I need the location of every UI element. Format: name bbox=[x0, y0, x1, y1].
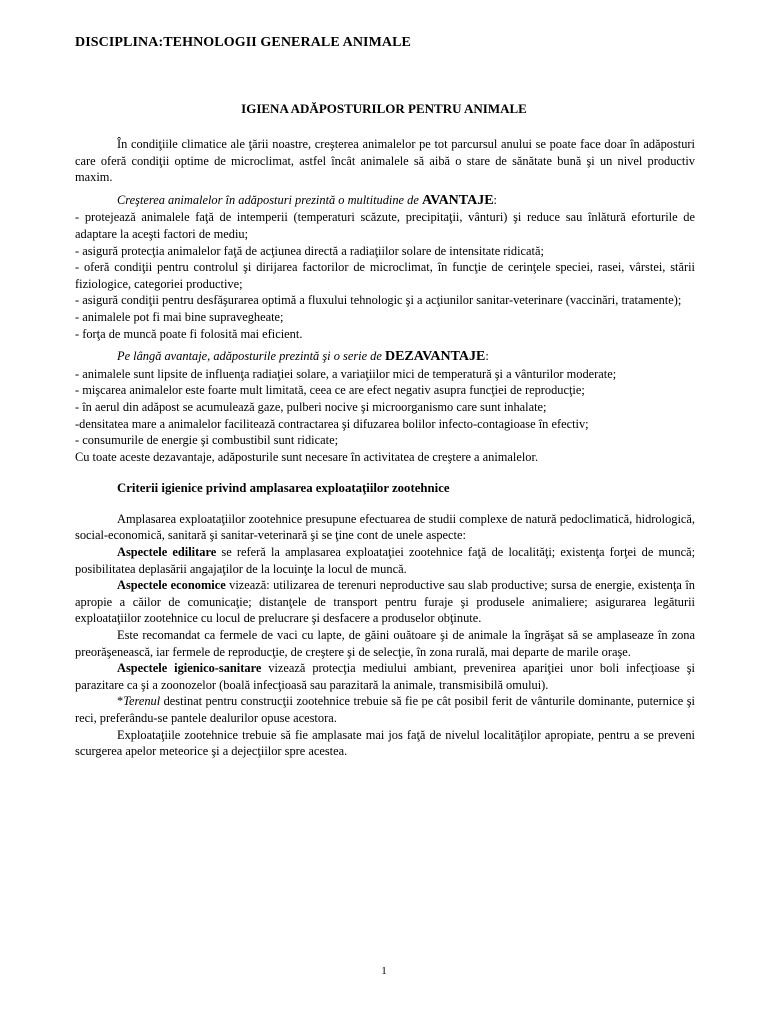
economice-label: Aspectele economice bbox=[117, 578, 226, 593]
section-intro-paragraph: Amplasarea exploataţiilor zootehnice presupune efectuarea de studii complexe de natură pedoclimatică, hidrologică, social-economică, sanitară şi sanitar-veterinară şi se ţine cont de unele aspecte: bbox=[75, 511, 695, 543]
disadvantages-lead: Pe lângă avantaje, adăposturile prezintă şi o serie de DEZAVANTAJE: bbox=[117, 349, 489, 365]
advantage-item: - asigură condiţii pentru desfăşurarea optimă a fluxului tehnologic şi a acţiunilor sanitar-veterinare (vaccinări, tratamente); bbox=[75, 293, 682, 308]
last-paragraph: Exploataţiile zootehnice trebuie să fie amplasate mai jos faţă de nivelul localităţilor apropiate, pentru a se preveni scurgerea apelor meteorice şi a dejecţiilor spre acestea. bbox=[75, 727, 695, 759]
advantages-lead: Creşterea animalelor în adăposturi prezintă o multitudine de AVANTAJE: bbox=[117, 192, 497, 208]
advantage-item: - asigură protecţia animalelor faţă de acţiunea directă a radiaţiilor solare de intensitate ridicată; bbox=[75, 243, 544, 258]
disadvantage-item: - mişcarea animalelor este foarte mult limitată, ceea ce are efect negativ asupra funcţiei de reproducţie; bbox=[75, 383, 585, 398]
teren-label: Terenul bbox=[123, 694, 161, 709]
igienico-label: Aspectele igienico-sanitare bbox=[117, 661, 262, 676]
disadvantage-item: -densitatea mare a animalelor facilitează contractarea şi difuzarea bolilor infecto-contagioase în efectiv; bbox=[75, 416, 589, 431]
disadvantages-conclusion: Cu toate aceste dezavantaje, adăposturile sunt necesare în activitatea de creştere a animalelor. bbox=[75, 449, 539, 464]
disadvantages-lead-text: Pe lângă avantaje, adăposturile prezintă şi o serie de bbox=[117, 349, 382, 364]
advantage-item: - protejează animalele faţă de intemperii (temperaturi scăzute, precipitaţii, vânturi) şi reduce sau înlătură eforturile de adaptare la aceşti factori de mediu; bbox=[75, 210, 695, 241]
edilitare-label: Aspectele edilitare bbox=[117, 545, 217, 560]
advantages-lead-text: Creşterea animalelor în adăposturi prezintă o multitudine de bbox=[117, 192, 419, 207]
teren-text: destinat pentru construcţii zootehnice trebuie să fie pe cât posibil ferit de vânturile dominante, puternice şi reci, preferându-se pantele dealurilor opuse acestora. bbox=[75, 694, 695, 725]
disadvantage-item: - consumurile de energie şi combustibil sunt ridicate; bbox=[75, 433, 339, 448]
document-body bbox=[75, 136, 695, 760]
discipline-header: DISCIPLINA:TEHNOLOGII GENERALE ANIMALE bbox=[75, 35, 411, 50]
igienico-paragraph bbox=[75, 660, 695, 693]
teren-paragraph bbox=[75, 693, 695, 726]
edilitare-text: se referă la amplasarea exploataţiei zootehnice faţă de localităţi; existenţa forţei de muncă; posibilitatea deplasării angajaţilor de la locuinţe la locul de muncă. bbox=[75, 545, 696, 576]
economice-text: vizează: utilizarea de terenuri neproductive sau slab productive; sursa de energie, existenţa în apropie a căilor de comunicaţie; distanţele de transport pentru furaje şi produsele animaliere; asigurarea legăturii exploataţiilor zootehnice cu locul de prelucrare şi desfacere a produselor obţinute. bbox=[75, 578, 696, 626]
farms-paragraph: Este recomandat ca fermele de vaci cu lapte, de găini ouătoare şi de animale la îngrăşat să se amplaseaze în zona preorăşenească, iar fermele de reproducţie, de creştere şi de selecţie, în zona rurală, mai departe de marile oraşe. bbox=[75, 628, 695, 659]
edilitare-paragraph bbox=[75, 544, 695, 577]
advantages-keyword: AVANTAJE bbox=[421, 192, 494, 208]
intro-paragraph: În condiţiile climatice ale ţării noastre, creşterea animalelor pe tot parcursul anului se poate face doar în adăposturi care oferă condiţii optime de microclimat, astfel încât animalele să aibă o stare de sănătate bună şi un nivel productiv maxim. bbox=[75, 137, 695, 185]
teren-marker: * bbox=[117, 694, 124, 709]
section-title: Criterii igienice privind amplasarea exploataţiilor zootehnice bbox=[117, 481, 450, 496]
disadvantage-item: - animalele sunt lipsite de influenţa radiaţiei solare, a variaţiilor mici de temperatură şi a vânturilor moderate; bbox=[75, 366, 617, 381]
page-number: 1 bbox=[381, 965, 387, 977]
document-title: IGIENA ADĂPOSTURILOR PENTRU ANIMALE bbox=[241, 101, 527, 116]
disadvantage-item: - în aerul din adăpost se acumulează gaze, pulberi nocive şi microorganismo care sunt inhalate; bbox=[75, 399, 547, 414]
advantage-item: - oferă condiţii pentru controlul şi dirijarea factorilor de microclimat, în funcţie de cerinţele speciei, rasei, vârstei, stării fiziologice, categoriei productive; bbox=[75, 260, 695, 291]
igienico-text: vizează protecţia mediului ambiant, prevenirea apariţiei unor boli infecţioase şi parazitare ca şi a zoonozelor (boală infecţioasă sau parazitară la animale, transmisibilă omului). bbox=[75, 661, 695, 692]
disadvantages-keyword: DEZAVANTAJE bbox=[384, 349, 486, 365]
economice-paragraph bbox=[75, 577, 695, 627]
advantage-item: - animalele pot fi mai bine supravegheate; bbox=[75, 309, 284, 324]
advantage-item: - forţa de muncă poate fi folosită mai eficient. bbox=[75, 326, 303, 341]
